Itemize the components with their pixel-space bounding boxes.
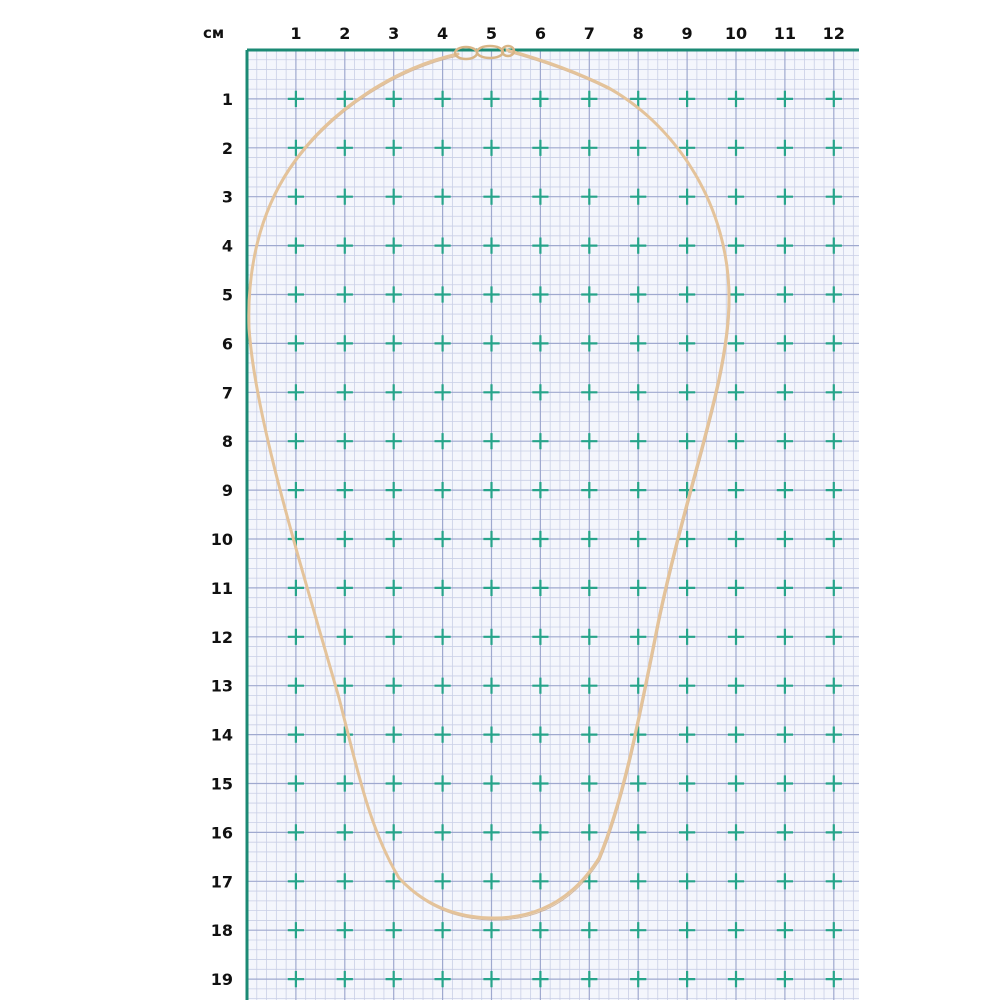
left-tick-label: 14	[210, 725, 233, 745]
top-tick-label: 10	[724, 24, 748, 43]
left-tick-label: 9	[221, 481, 233, 501]
unit-label: см	[203, 24, 225, 42]
top-ruler-labels	[290, 24, 845, 43]
left-tick-label: 5	[221, 285, 233, 305]
left-ruler-labels	[211, 90, 233, 989]
left-tick-label: 12	[210, 627, 233, 647]
top-tick-label: 9	[681, 24, 693, 43]
top-tick-label: 5	[485, 24, 498, 43]
top-tick-label: 12	[822, 24, 845, 43]
left-tick-label: 4	[221, 236, 233, 256]
left-tick-label: 10	[210, 530, 233, 549]
grid-paper	[247, 50, 859, 1000]
top-tick-label: 4	[437, 24, 449, 43]
left-tick-label: 7	[221, 383, 233, 403]
left-tick-label: 1	[221, 89, 233, 109]
top-tick-label: 11	[773, 24, 797, 43]
left-tick-label: 2	[221, 138, 233, 158]
left-tick-label: 19	[210, 970, 233, 990]
top-tick-label: 7	[583, 24, 595, 43]
left-tick-label: 11	[210, 578, 233, 598]
top-tick-label: 2	[339, 24, 351, 43]
left-tick-label: 17	[210, 872, 233, 892]
left-tick-label: 13	[210, 676, 233, 696]
top-tick-label: 1	[290, 24, 302, 43]
left-tick-label: 3	[221, 187, 233, 207]
left-tick-label: 15	[210, 774, 233, 794]
left-tick-label: 8	[221, 432, 233, 452]
left-tick-label: 16	[210, 823, 233, 843]
left-tick-label: 18	[210, 921, 233, 941]
top-tick-label: 6	[534, 24, 546, 43]
top-tick-label: 8	[632, 24, 644, 43]
left-tick-label: 6	[221, 334, 233, 354]
top-tick-label: 3	[388, 24, 400, 43]
